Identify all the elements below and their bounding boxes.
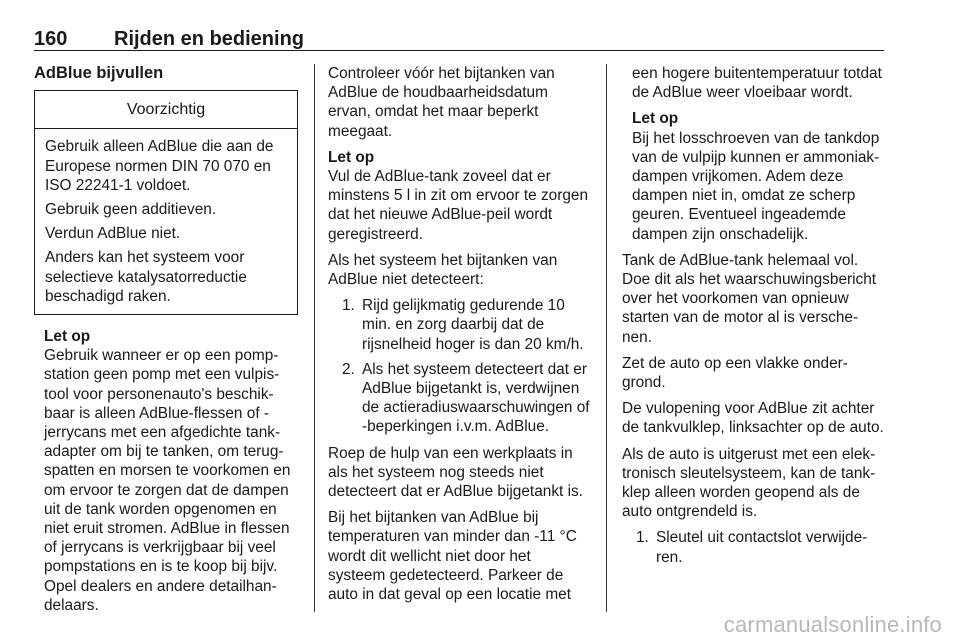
note-label: Let op: [328, 148, 375, 166]
warning-title: Voorzichtig: [35, 91, 297, 129]
page-number: 160: [34, 28, 68, 50]
step-text: Als het systeem detecteert dat er AdBlue bijgetankt is, verdwijnen de actieradiuswaarschuwingen of -beperkingen i.v.m. AdBlue.: [362, 360, 590, 436]
paragraph: Als het systeem het bijtanken van AdBlue niet detecteert:: [328, 251, 558, 289]
note-block: [44, 327, 302, 615]
chapter-title: Rijden en bediening: [114, 28, 305, 50]
page-header: [34, 28, 884, 51]
column-right: [622, 64, 888, 574]
note-label: Let op: [44, 328, 91, 346]
warning-paragraph: Verdun AdBlue niet.: [45, 225, 181, 243]
column-divider: [314, 64, 315, 612]
note-text: Bij het losschroeven van de tankdop van de vulpijp kunnen er ammoniak-dampen vrijkomen. Adem deze dampen niet in, omdat ze scherp geuren. Eventueel ingeademde dampen zijn onschadelijk.: [632, 129, 880, 243]
note-label: Let op: [632, 110, 679, 128]
step-text: Sleutel uit contactslot verwijde-ren.: [656, 529, 868, 566]
list-item: [328, 296, 590, 354]
paragraph: Tank de AdBlue-tank helemaal vol. Doe dit als het waarschuwingsbericht over het voorkomen van opnieuw starten van de motor al is versche-nen.: [622, 251, 877, 346]
step-text: Rijd gelijkmatig gedurende 10 min. en zorg daarbij dat de rijsnelheid hoger is dan 20 km/h.: [362, 297, 584, 353]
paragraph: Als de auto is uitgerust met een elek-tronisch sleutelsysteem, kan de tank-klep alleen worden geopend als de auto ontgrendeld is.: [622, 445, 876, 521]
column-divider: [606, 64, 607, 612]
warning-paragraph: Gebruik alleen AdBlue die aan de Europese normen DIN 70 070 en ISO 22241-1 voldoet.: [45, 138, 274, 194]
column-left: [34, 64, 302, 615]
note-text: Gebruik wanneer er op een pomp-station geen pomp met een vulpis-tool voor personenauto's beschik-baar is alleen AdBlue-flessen of -jerrycans met een afgedichte tank-adapter om bij te tanken, om terug-spatten en morsen te voorkomen en om ervoor te zorgen dat de dampen uit de tank worden opgenomen en niet eruit stromen. AdBlue in flessen of jerrycans is verkrijgbaar bij veel pompstations en is te koop bij bijv. Opel dealers en andere detailhan-delaars.: [44, 347, 291, 614]
paragraph: een hogere buitentemperatuur totdat de AdBlue weer vloeibaar wordt.: [632, 65, 882, 102]
step-number: 1.: [636, 529, 649, 547]
warning-paragraph: Anders kan het systeem voor selectieve katalysatorreductie beschadigd raken.: [45, 249, 247, 305]
step-list: [622, 528, 888, 566]
warning-box: [34, 90, 298, 315]
watermark: carmanualsonline.info: [723, 612, 942, 637]
paragraph: Roep de hulp van een werkplaats in als het systeem nog steeds niet detecteert dat er AdBlue bijgetankt is.: [328, 444, 583, 501]
paragraph: De vulopening voor AdBlue zit achter de tankvulklep, linksachter op de auto.: [622, 400, 884, 437]
warning-body: [35, 129, 297, 314]
list-item: [328, 360, 590, 437]
paragraph: Zet de auto op een vlakke onder-grond.: [622, 354, 848, 392]
warning-paragraph: Gebruik geen additieven.: [45, 201, 217, 219]
paragraph: Controleer vóór het bijtanken van AdBlue de houdbaarheidsdatum ervan, omdat het maar beperkt meegaat.: [328, 65, 555, 140]
note-text: Vul de AdBlue-tank zoveel dat er minstens 5 l in zit om ervoor te zorgen dat het nieuwe AdBlue-peil wordt geregistreerd.: [328, 168, 589, 243]
step-number: 1.: [342, 297, 355, 315]
column-middle: [328, 64, 590, 611]
paragraph: Bij het bijtanken van AdBlue bij temperaturen van minder dan -11 °C wordt dit wellicht niet door het systeem gedetecteerd. Parkeer de auto in dat geval op een locatie met: [328, 509, 577, 604]
list-item: [622, 528, 888, 566]
step-list: [328, 296, 590, 436]
section-title: AdBlue bijvullen: [34, 64, 164, 82]
step-number: 2.: [342, 360, 355, 378]
